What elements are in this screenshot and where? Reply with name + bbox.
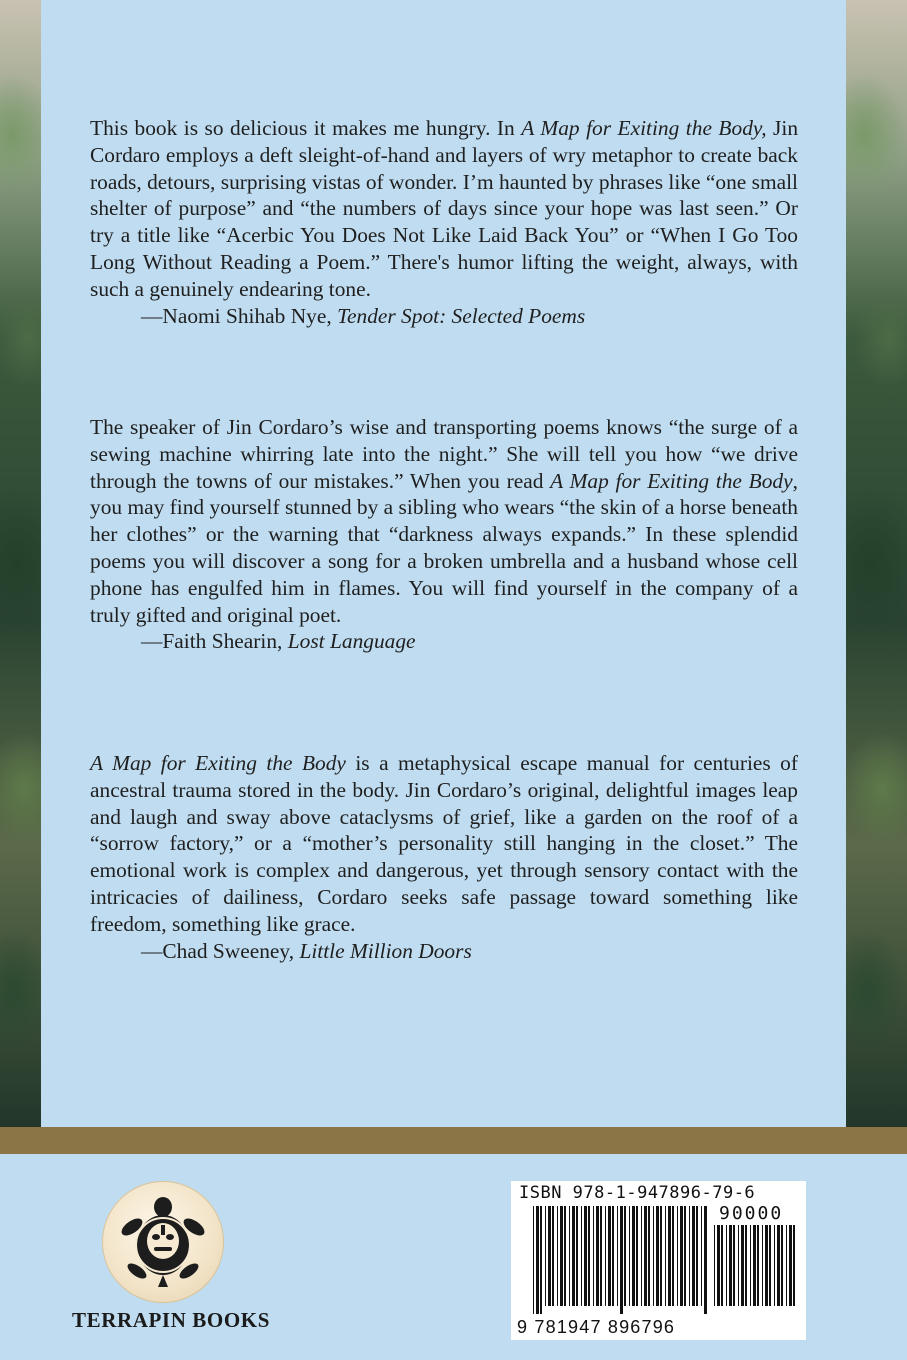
barcode-bar (620, 1206, 623, 1314)
barcode-bar (704, 1206, 707, 1314)
barcode-bar (745, 1225, 747, 1306)
price-code: 90000 (719, 1203, 784, 1224)
barcode-bar (545, 1206, 546, 1306)
barcode-bar (641, 1206, 642, 1306)
attribution-author: —Chad Sweeney, (141, 938, 295, 963)
barcode-bar (677, 1206, 678, 1306)
barcode-bar (786, 1225, 787, 1306)
barcode-bar (774, 1225, 775, 1306)
barcode-bar (569, 1206, 570, 1306)
barcode-bar (629, 1206, 630, 1306)
barcode-bar (560, 1206, 563, 1306)
attribution-book: Lost Language (287, 629, 416, 654)
isbn-number: ISBN 978-1-947896-79-6 (519, 1183, 756, 1203)
barcode-bar (632, 1206, 635, 1306)
barcode-bar (617, 1206, 618, 1306)
barcode-bars-addon (714, 1225, 796, 1314)
barcode-bar (701, 1206, 702, 1306)
blurb-text (90, 115, 798, 303)
barcode-bar (600, 1206, 602, 1306)
blurb-text (90, 414, 798, 628)
barcode-bar (777, 1225, 780, 1306)
barcode-bar (572, 1206, 575, 1306)
barcode-bar (557, 1206, 558, 1306)
attribution-book: Tender Spot: Selected Poems (337, 303, 586, 328)
barcode-bar (648, 1206, 650, 1306)
barcode-bar (762, 1225, 763, 1306)
barcode-bar (636, 1206, 638, 1306)
barcode-digits: 9 781947 896796 (517, 1317, 676, 1337)
barcode-bar (753, 1225, 756, 1306)
barcode-bars-main (533, 1206, 709, 1314)
book-title-italic: A Map for Exiting the Body (550, 468, 793, 493)
barcode-bar (729, 1225, 732, 1306)
blurb-text-segment: The speaker of Jin Cordaro’s wise and transporting poems knows “the surge of a sewing machine whirring late into the night.” She will tell you how “we drive through the towns of our mistakes.” When you read (90, 415, 798, 493)
barcode-bar (781, 1225, 783, 1306)
barcode-bar (584, 1206, 587, 1306)
barcode-bar (793, 1225, 795, 1306)
attribution-book: Little Million Doors (299, 938, 472, 963)
barcode-bar (741, 1225, 744, 1306)
barcode-bar (608, 1206, 611, 1306)
barcode-bar (552, 1206, 554, 1306)
blurb-text-segment: This book is so delicious it makes me hungry. In (90, 116, 522, 140)
barcode-bar (656, 1206, 659, 1306)
barcode-bar (684, 1206, 686, 1306)
jungle-art-left-strip (0, 0, 41, 1127)
jungle-art-right-strip (846, 0, 907, 1127)
barcode-bar (653, 1206, 654, 1306)
blurb-chad-sweeney (90, 750, 798, 964)
barcode-bar (536, 1206, 539, 1314)
barcode-bar (644, 1206, 647, 1306)
barcode-bar (593, 1206, 594, 1306)
book-title-italic: A Map for Exiting the Body (90, 751, 346, 775)
barcode-bar (692, 1206, 695, 1306)
barcode-bar (750, 1225, 751, 1306)
blurb-attribution (90, 628, 798, 655)
blurb-text (90, 750, 798, 938)
barcode-bar (588, 1206, 590, 1306)
barcode-bar (757, 1225, 759, 1306)
gold-divider-band (0, 1127, 907, 1154)
isbn-barcode (511, 1181, 806, 1340)
blurb-text-segment: Jin Cordaro employs a deft sleight-of-hand and layers of wry metaphor to create back roads, detours, surprising vistas of wonder. I’m haunted by phrases like “one small shelter of purpose” and “the numbers of days since your hope was last seen.” Or try a title like “Acerbic You Does Not Like Laid Back You” or “When I Go Too Long Without Reading a Poem.” There's humor lifting the weight, always, with such a genuinely endearing tone. (90, 116, 799, 301)
barcode-bar (660, 1206, 662, 1306)
barcode-bar (717, 1225, 720, 1306)
attribution-author: —Naomi Shihab Nye, (141, 303, 332, 328)
blurb-attribution (90, 938, 798, 965)
attribution-author: —Faith Shearin, (141, 629, 283, 654)
barcode-bar (789, 1225, 792, 1306)
barcode-bar (769, 1225, 771, 1306)
barcode-bar (726, 1225, 727, 1306)
barcode-bar (540, 1206, 542, 1314)
publisher-name: TERRAPIN BOOKS (71, 1308, 270, 1332)
barcode-bar (533, 1206, 534, 1314)
blurb-attribution (90, 303, 798, 330)
barcode-bar (765, 1225, 768, 1306)
barcode-bar (696, 1206, 698, 1306)
barcode-bar (721, 1225, 723, 1306)
barcode-bar (689, 1206, 690, 1306)
barcode-bar (564, 1206, 566, 1306)
book-title-italic: A Map for Exiting the Body, (521, 116, 767, 140)
barcode-bar (672, 1206, 674, 1306)
barcode-bar (733, 1225, 735, 1306)
barcode-bar (548, 1206, 551, 1306)
turtle-logo-icon (102, 1181, 224, 1303)
barcode-bar (605, 1206, 606, 1306)
barcode-bar (581, 1206, 582, 1306)
blurb-naomi-shihab-nye (90, 115, 798, 329)
barcode-bar (624, 1206, 626, 1306)
blurb-text-segment: , you may find yourself stunned by a sibling who wears “the skin of a horse beneath her clothes” or the warning that “darkness always expands.” In these splendid poems you will discover a song for a broken umbrella and a husband whose cell phone has engulfed him in flames. You will find yourself in the company of a truly gifted and original poet. (90, 468, 798, 627)
barcode-bar (738, 1225, 739, 1306)
barcode-bar (714, 1225, 715, 1306)
blurb-text-segment: is a metaphysical escape manual for centuries of ancestral trauma stored in the body. Jin Cordaro’s original, delightful images leap and laugh and sway above cataclysms of grief, like a garden on the roof of a “sorrow factory,” or a “mother’s personality still hanging in the closet.” The emotional work is complex and dangerous, yet through sensory contact with the intricacies of dailiness, Cordaro seeks safe passage toward something like freedom, something like grace. (90, 751, 798, 936)
barcode-bar (668, 1206, 671, 1306)
barcode-bar (576, 1206, 578, 1306)
barcode-bar (665, 1206, 666, 1306)
barcode-bar (612, 1206, 614, 1306)
blurb-faith-shearin (90, 414, 798, 655)
barcode-bar (680, 1206, 683, 1306)
barcode-bar (596, 1206, 599, 1306)
